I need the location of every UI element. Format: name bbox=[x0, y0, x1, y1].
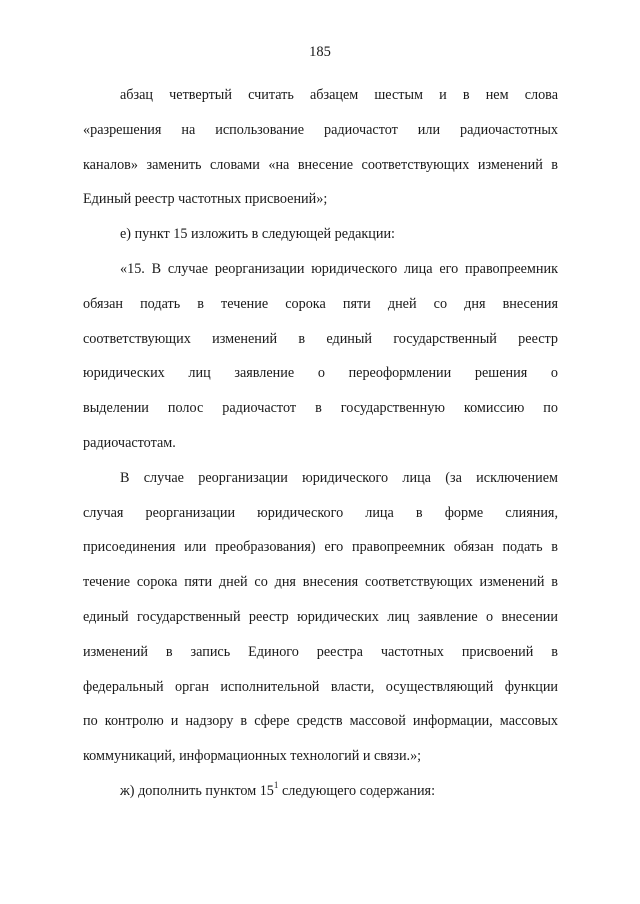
text-line: случая реорганизации юридического лица в форме слияния, bbox=[83, 504, 558, 521]
paragraph-5 bbox=[83, 774, 558, 809]
text-line: юридических лиц заявление о переоформлении решения о bbox=[83, 365, 558, 382]
text-line: течение сорока пяти дней со дня внесения соответствующих изменений в bbox=[83, 574, 558, 591]
text-line: присоединения или преобразования) его правопреемник обязан подать в bbox=[83, 539, 558, 556]
text-line: соответствующих изменений в единый государственный реестр bbox=[83, 330, 558, 347]
text-line: е) пункт 15 изложить в следующей редакции: bbox=[120, 226, 395, 243]
text-line: В случае реорганизации юридического лица (за исключением bbox=[120, 469, 558, 486]
text-line: абзац четвертый считать абзацем шестым и в нем слова bbox=[120, 87, 558, 103]
text-line: коммуникаций, информационных технологий и связи.»; bbox=[83, 748, 422, 765]
text-line: изменений в запись Единого реестра частотных присвоений в bbox=[83, 643, 558, 660]
paragraph-3 bbox=[83, 252, 558, 461]
text-line: каналов» заменить словами «на внесение соответствующих изменений в bbox=[83, 156, 558, 173]
text-line: по контролю и надзору в сфере средств массовой информации, массовых bbox=[83, 713, 558, 730]
document-body bbox=[83, 78, 558, 809]
text-line: радиочастотам. bbox=[83, 434, 176, 451]
text-line: выделении полос радиочастот в государственную комиссию по bbox=[83, 400, 558, 417]
text-line: обязан подать в течение сорока пяти дней со дня внесения bbox=[83, 295, 558, 312]
text-line: «15. В случае реорганизации юридического лица его правопреемник bbox=[120, 260, 558, 277]
paragraph-1 bbox=[83, 78, 558, 217]
superscript-number: 1 bbox=[273, 780, 279, 791]
item-text-after: следующего содержания: bbox=[278, 782, 436, 799]
page-number: 185 bbox=[309, 44, 331, 60]
text-line: Единый реестр частотных присвоений»; bbox=[83, 191, 328, 208]
paragraph-4 bbox=[83, 461, 558, 774]
text-line bbox=[83, 774, 558, 809]
item-text-before: ж) дополнить пунктом 15 bbox=[120, 782, 274, 799]
text-line: «разрешения на использование радиочастот или радиочастотных bbox=[83, 121, 558, 138]
text-line: федеральный орган исполнительной власти, осуществляющий функции bbox=[83, 678, 558, 695]
text-line: единый государственный реестр юридических лиц заявление о внесении bbox=[83, 608, 558, 625]
paragraph-2 bbox=[83, 217, 558, 252]
